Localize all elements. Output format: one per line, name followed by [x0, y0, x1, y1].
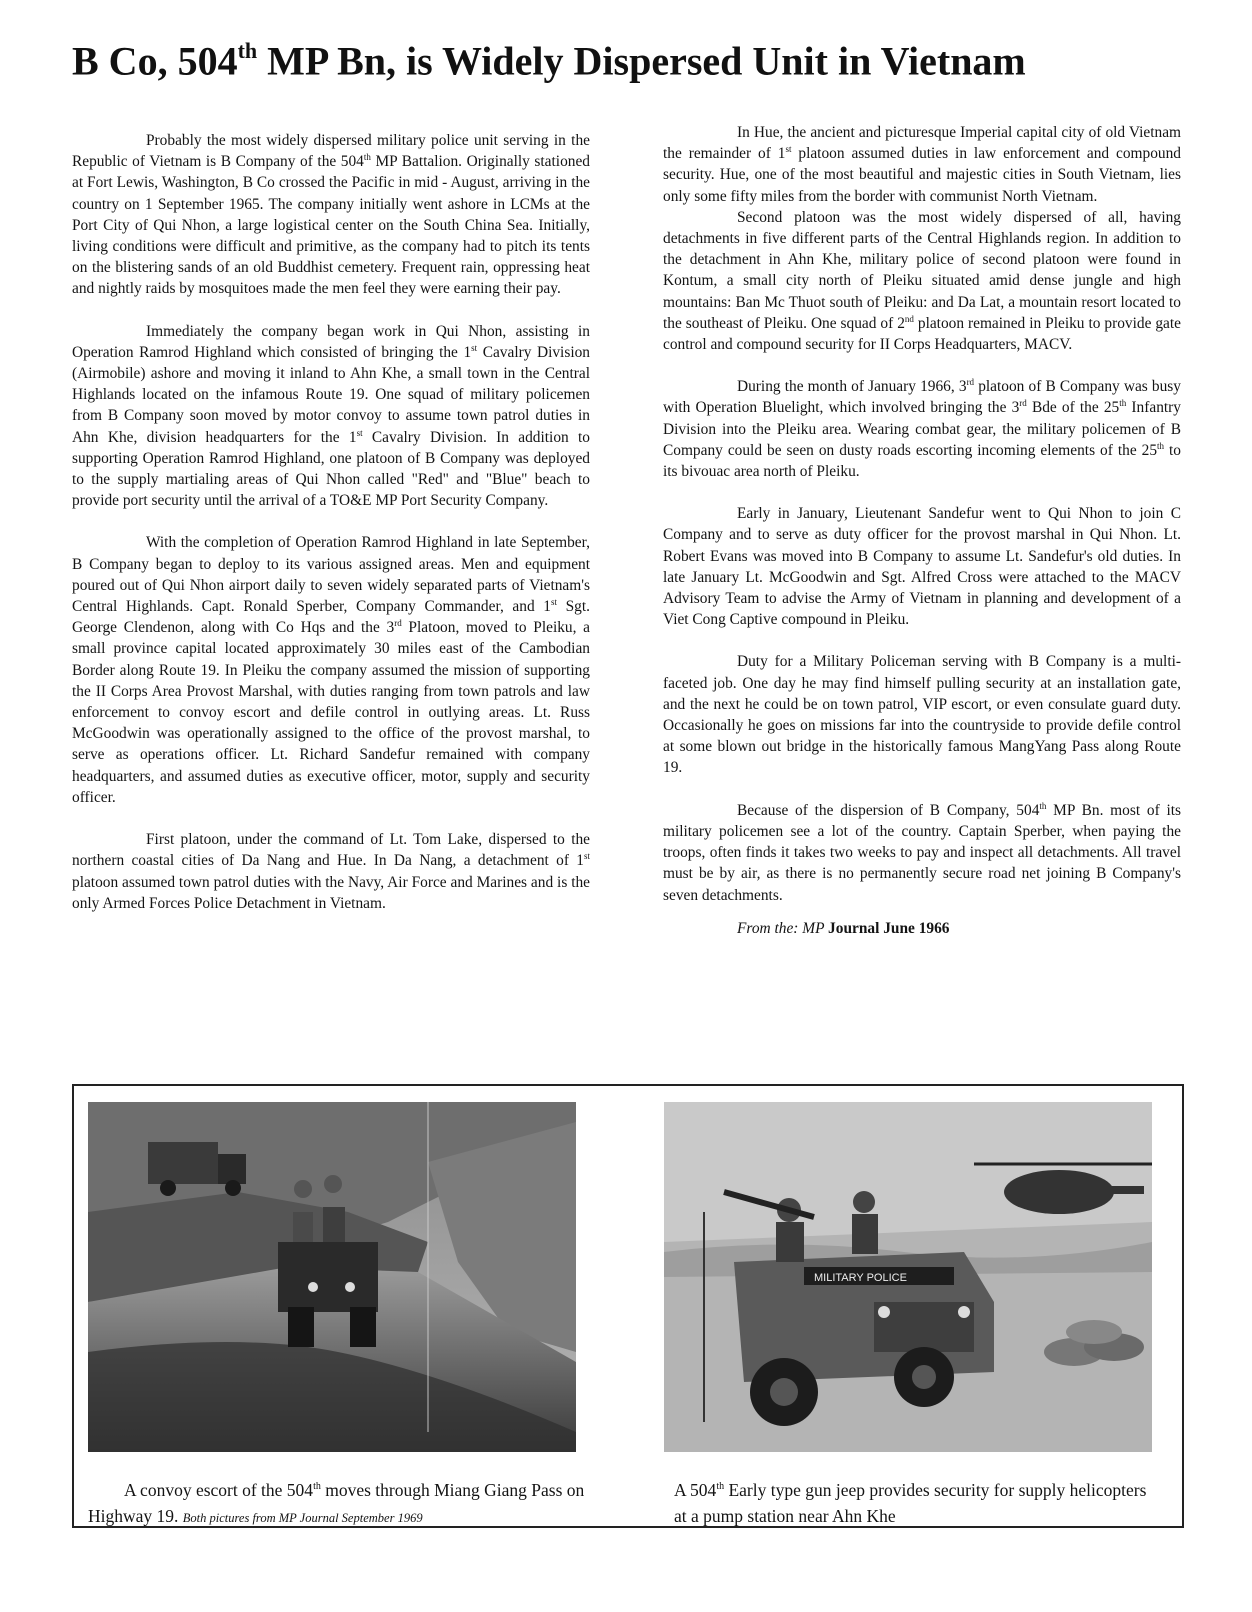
paragraph — [663, 376, 1181, 482]
paragraph-text: platoon assumed town patrol duties with the Navy, Air Force and Marines and is the only Armed Forces Police Detachment in Vietnam. — [72, 873, 590, 912]
caption-text: A 504 — [674, 1479, 717, 1500]
paragraph — [663, 122, 1181, 207]
paragraph — [72, 532, 590, 808]
paragraph — [72, 321, 590, 512]
left-column — [72, 130, 590, 914]
paragraph: Early in January, Lieutenant Sandefur went to Qui Nhon to join C Company and to serve as duty officer for the provost marshal in Qui Nhon. Lt. Robert Evans was moved into B Company to assume Lt. Sandefur's old duties. In late January Lt. McGoodwin and Sgt. Alfred Cross were attached to the MACV Advisory Team to advise the Army of Vietnam in planning and development of a Viet Cong Captive compound in Pleiku. — [663, 505, 1181, 629]
paragraph-text: During the month of January 1966, 3 — [737, 378, 967, 396]
paragraph-text: In Hue, the ancient and picturesque Imperial capital city of old Vietnam the remainder of 1 — [663, 124, 1181, 163]
superscript: th — [716, 1481, 725, 1492]
paragraph-text: Sgt. George Clendenon, along with Co Hqs and the 3 — [72, 598, 590, 637]
superscript: st — [583, 851, 590, 862]
paragraph-text: Bde of the 25 — [1026, 399, 1120, 417]
superscript: th — [313, 1481, 321, 1492]
superscript: th — [1157, 440, 1165, 451]
source-credit — [663, 918, 1181, 939]
superscript: st — [785, 144, 792, 155]
superscript: st — [356, 427, 363, 438]
superscript: th — [1119, 398, 1127, 409]
paragraph-text: Because of the dispersion of B Company, 504 — [737, 801, 1040, 819]
paragraph-text: MP Battalion. Originally stationed at Fort Lewis, Washington, B Co crossed the Pacific in mid - August, arriving in the country on 1 September 1965. The company initially went ashore in LCMs at the Port City of Qui Nhon, a large logistical center on the South China Sea. Initially, living conditions were difficult and primitive, as the company had to pitch its tents on the blistering sands of an old Buddhist cemetery. Frequent rain, oppressing heat and nightly raids by mosquitoes made the men feel they were earning their pay. — [72, 153, 590, 298]
superscript: th — [1039, 800, 1047, 811]
superscript: st — [550, 596, 557, 607]
convoy-photo — [88, 1102, 576, 1452]
convoy-photo-image — [88, 1102, 576, 1452]
paragraph-text: Cavalry Division. In addition to supporting Operation Ramrod Highland, one platoon of B Company was deployed to the supply martialing areas of Qui Nhon called "Red" and "Blue" beach to provide port security until the arrival of a TO&E MP Port Security Company. — [72, 428, 591, 510]
paragraph-text: With the completion of Operation Ramrod Highland in late September, B Company began to deploy to its various assigned areas. Men and equipment poured out of Qui Nhon airport daily to seven widely separated parts of Vietnam's Central Highlands. Capt. Ronald Sperber, Company Commander, and 1 — [72, 534, 590, 616]
paragraph-text: First platoon, under the command of Lt. Tom Lake, dispersed to the northern coastal cities of Da Nang and Hue. In Da Nang, a detachment of 1 — [72, 831, 590, 870]
photo-frame — [72, 1084, 1184, 1528]
article-title — [72, 24, 1192, 90]
paragraph — [72, 829, 590, 914]
source-prefix: From the: MP — [737, 919, 829, 937]
jeep-sign-text: MILITARY POLICE — [814, 1272, 907, 1284]
caption-text: Early type gun jeep provides security for supply helicopters at a pump station near Ahn Khe — [674, 1479, 1147, 1526]
title-text: B Co, 504 — [72, 38, 238, 84]
paragraph-text: Immediately the company began work in Qui Nhon, assisting in Operation Ramrod Highland which consisted of bringing the 1 — [72, 322, 590, 361]
paragraph-text: Platoon, moved to Pleiku, a small province capital located approximately 30 miles east of the Cambodian Border along Route 19. In Pleiku the company assumed the mission of supporting the II Corps Area Provost Marshal, with duties ranging from town patrols and law enforcement to convoy escort and defile control in outlying areas. Lt. Russ McGoodwin was operationally assigned to the office of the provost marshal, to serve as operations officer. Lt. Richard Sandefur remained with company headquarters, and assumed duties as executive officer, motor, supply and security officer. — [72, 619, 590, 806]
superscript: rd — [1019, 398, 1027, 409]
paragraph: Duty for a Military Policeman serving with B Company is a multi-faceted job. One day he may find himself pulling security at an installation gate, and the next he could be on town patrol, VIP escort, or even consulate guard duty. Occasionally he goes on missions far into the countryside to provide defile control at some blown out bridge in the historically famous MangYang Pass along Route 19. — [663, 653, 1181, 777]
paragraph — [72, 130, 590, 300]
paragraph-text: Infantry Division into the Pleiku area. Wearing combat gear, the military policemen of B Company could be seen on dusty roads escorting incoming elements of the 25 — [663, 399, 1181, 459]
paragraph-text: MP Bn. most of its military policemen see a lot of the country. Captain Sperber, when paying the troops, often finds it takes two weeks to pay and inspect all detachments. All travel must be by air, as there is no permanently secure road net joining B Company's seven detachments. — [663, 801, 1182, 904]
paragraph-text: platoon of B Company was busy with Operation Bluelight, which involved bringing the 3 — [663, 378, 1181, 417]
right-column — [663, 122, 1181, 960]
superscript: st — [471, 342, 478, 353]
paragraph-text: Second platoon was the most widely dispersed of all, having detachments in five different parts of the Central Highlands region. In addition to the detachment in Ahn Khe, military police of second platoon were found in Kontum, a small city north of Pleiku situated amid dense jungle and high mountains: Ban Mc Thuot south of Pleiku: and Da Lat, a mountain resort located to the southeast of Pleiku. One squad of 2 — [663, 208, 1181, 332]
paragraph — [663, 207, 1181, 355]
superscript: nd — [904, 313, 914, 324]
paragraph-text: Probably the most widely dispersed military police unit serving in the Republic of Vietnam is B Company of the 504 — [72, 132, 590, 171]
superscript: rd — [394, 618, 402, 629]
paragraph-text: Cavalry Division (Airmobile) ashore and moving it inland to Ahn Khe, a small town in the Central Highlands located on the infamous Route 19. One squad of military policemen from B Company soon moved by motor convoy to assume town patrol duties in Ahn Khe, division headquarters for the 1 — [72, 343, 590, 446]
title-text-rest: MP Bn, is Widely Dispersed Unit in Vietnam — [257, 38, 1026, 84]
title-superscript: th — [237, 38, 258, 63]
caption-text: moves through Miang Giang Pass on Highway 19. — [88, 1479, 585, 1526]
gun-jeep-caption — [674, 1474, 1154, 1529]
source-journal: Journal June 1966 — [828, 919, 950, 937]
paragraph-text: platoon remained in Pleiku to provide gate control and compound security for II Corps Headquarters, MACV. — [663, 314, 1181, 354]
superscript: th — [363, 152, 371, 163]
gun-jeep-photo-image — [664, 1102, 1152, 1452]
superscript: rd — [966, 377, 975, 388]
gun-jeep-photo — [664, 1102, 1152, 1452]
paragraph — [663, 800, 1181, 906]
caption-text: A convoy escort of the 504 — [124, 1479, 314, 1500]
photo-credit: Both pictures from MP Journal September 1969 — [182, 1510, 423, 1525]
paragraph-text: platoon assumed duties in law enforcement and compound security. Hue, one of the most beautiful and majestic cities in South Vietnam, lies only some fifty miles from the border with communist North Vietnam. — [663, 145, 1182, 205]
convoy-caption — [88, 1474, 618, 1531]
paragraph-text: to its bivouac area north of Pleiku. — [663, 441, 1181, 481]
